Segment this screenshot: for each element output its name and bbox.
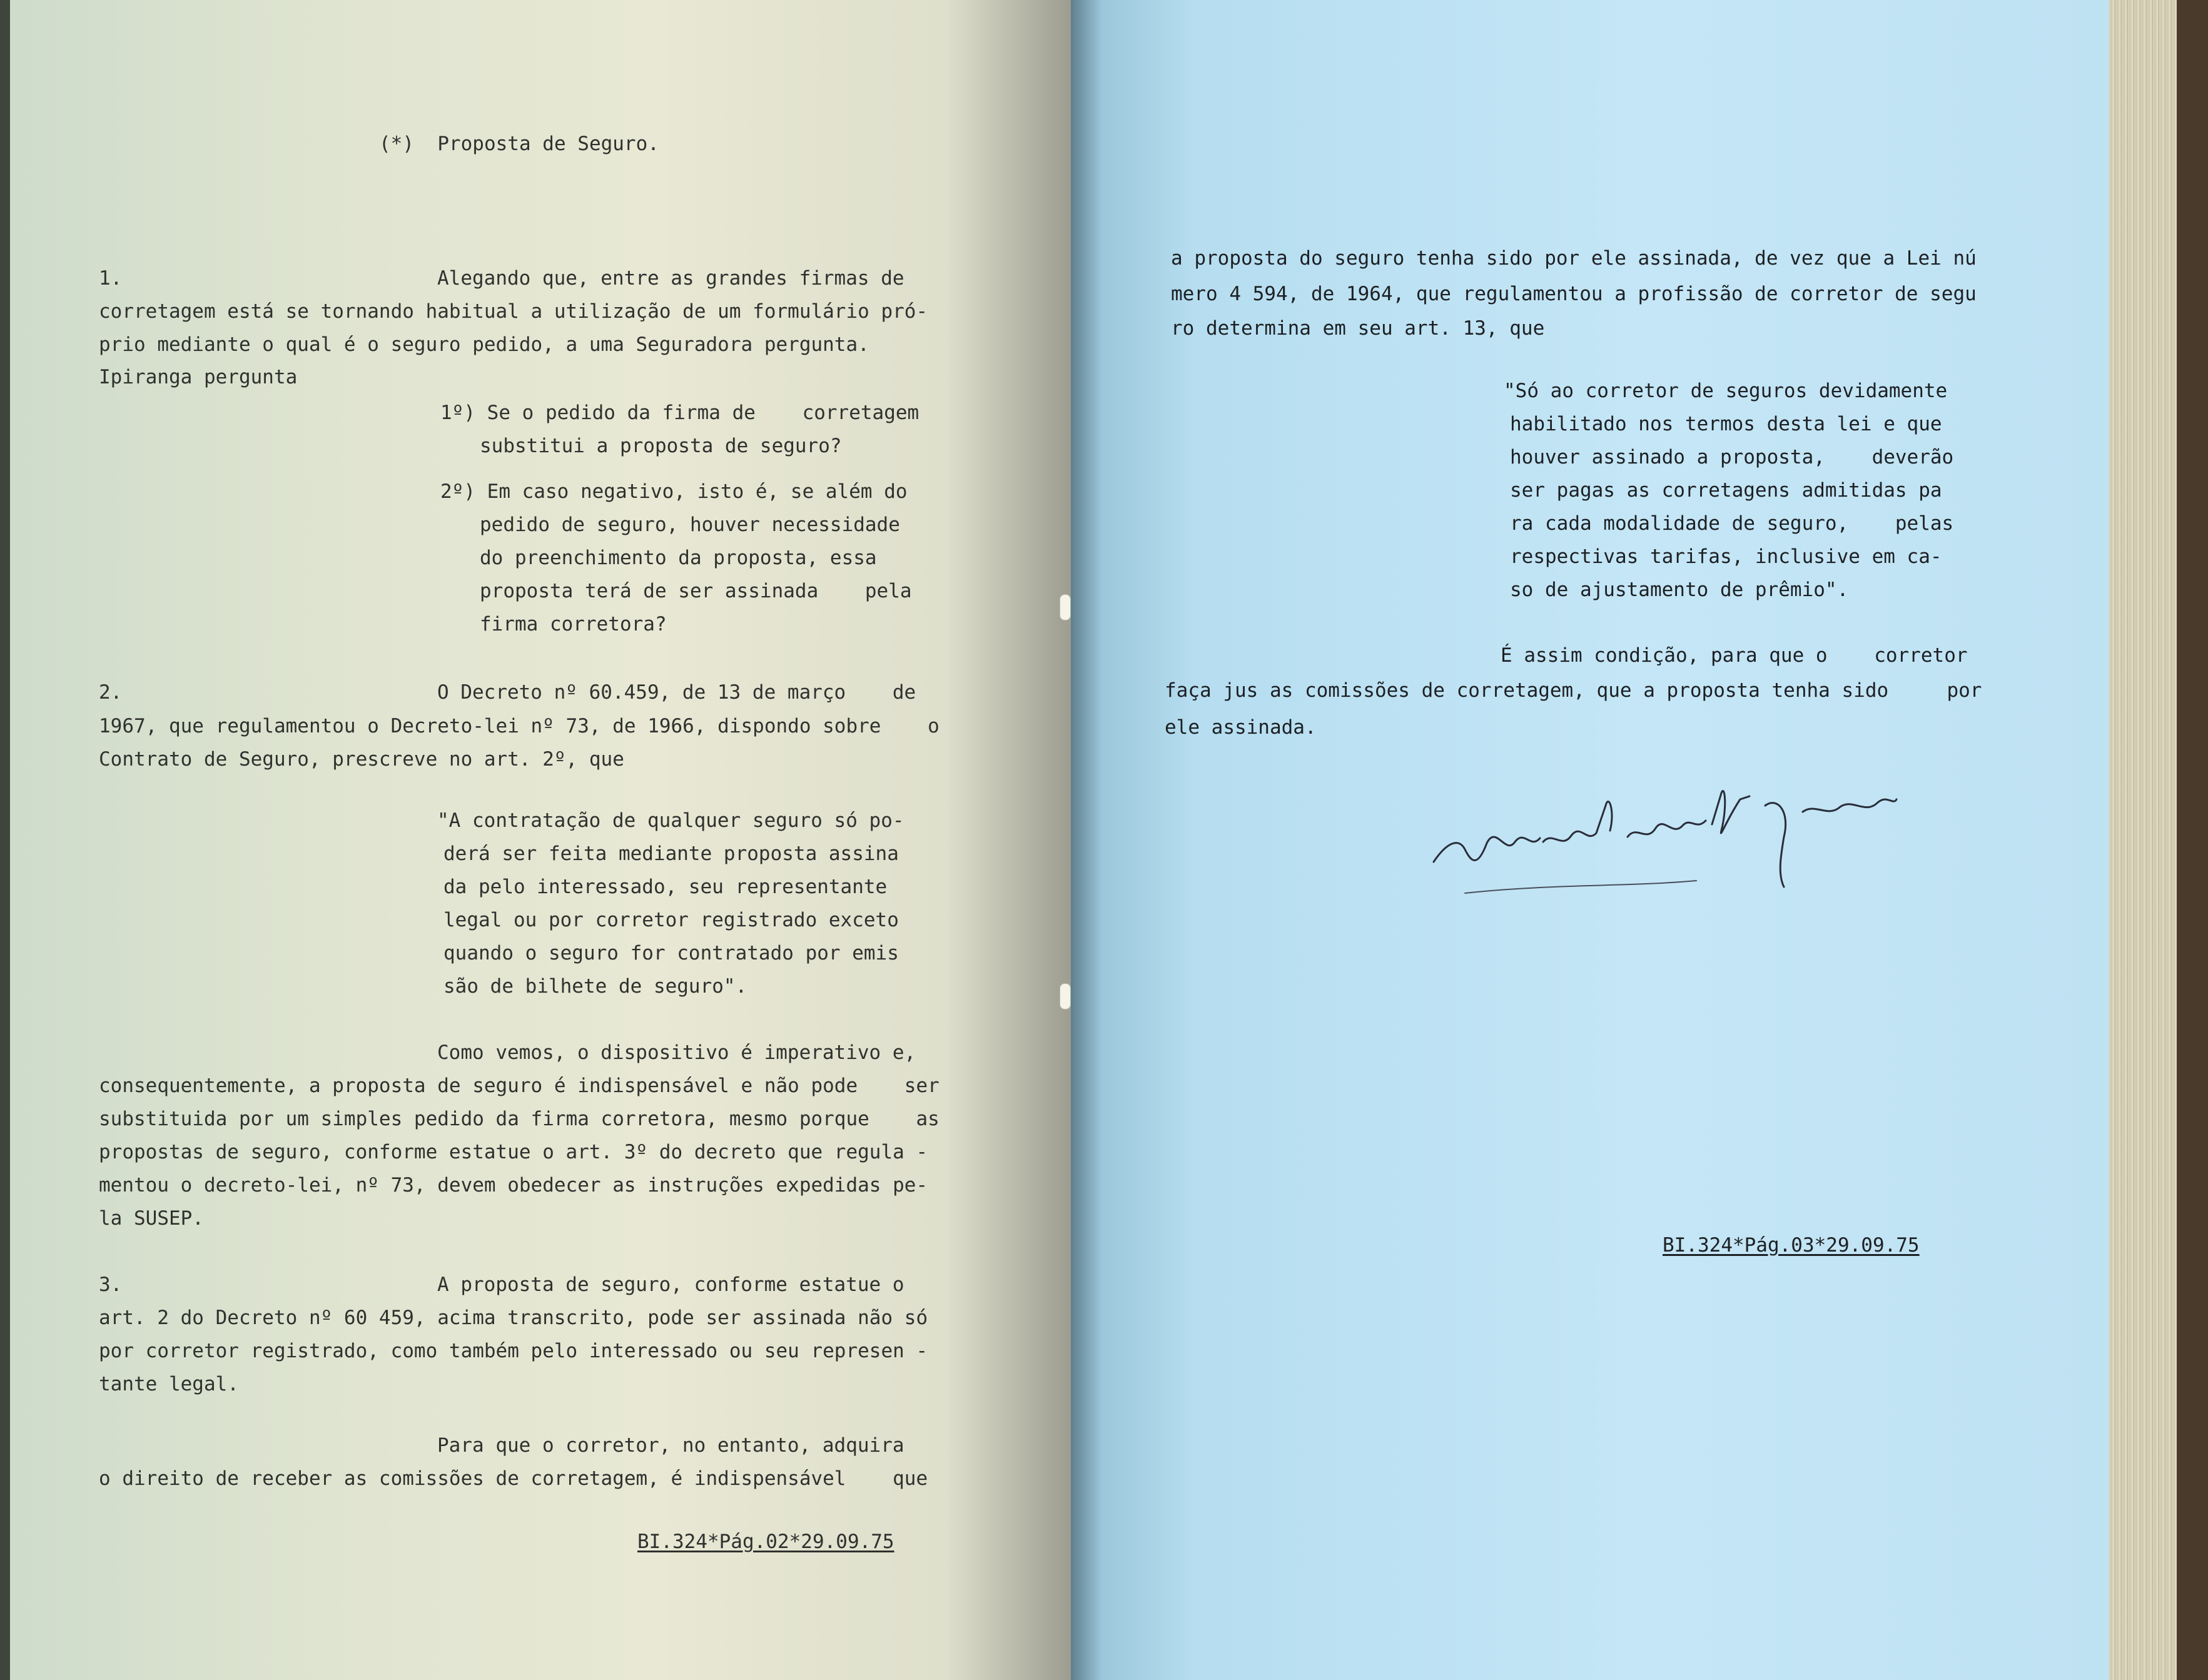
quote-line: "A contratação de qualquer seguro só po- (437, 809, 904, 832)
paragraph-line: tante legal. (99, 1373, 239, 1395)
quote-line: habilitado nos termos desta lei e que (1510, 413, 1942, 435)
paragraph-line: prio mediante o qual é o seguro pedido, a uma Seguradora pergunta. (99, 333, 869, 356)
paragraph-line: A proposta de seguro, conforme estatue o (437, 1273, 904, 1296)
paragraph-line: substituida por um simples pedido da firma corretora, mesmo porque as (99, 1108, 939, 1130)
quote-line: houver assinado a proposta, deverão (1510, 446, 1954, 468)
question-line: pedido de seguro, houver necessidade (480, 514, 900, 536)
quote-line: são de bilhete de seguro". (443, 975, 747, 998)
paragraph-line: a proposta do seguro tenha sido por ele assinada, de vez que a Lei nú (1171, 247, 1977, 270)
question-line: do preenchimento da proposta, essa (480, 547, 877, 569)
paragraph-line: mero 4 594, de 1964, que regulamentou a profissão de corretor de segu (1171, 283, 1977, 305)
quote-line: legal ou por corretor registrado exceto (443, 909, 899, 931)
paragraph-line: corretagem está se tornando habitual a utilização de um formulário pró- (99, 300, 928, 323)
quote-line: so de ajustamento de prêmio". (1510, 579, 1849, 601)
paragraph-line: o direito de receber as comissões de corretagem, é indispensável que (99, 1467, 928, 1490)
binder-hole (1060, 594, 1071, 620)
quote-line: derá ser feita mediante proposta assina (443, 843, 899, 865)
quote-line: respectivas tarifas, inclusive em ca- (1510, 545, 1942, 568)
paragraph-line: art. 2 do Decreto nº 60 459, acima transcrito, pode ser assinada não só (99, 1307, 928, 1329)
question-line: 1º) Se o pedido da firma de corretagem (440, 402, 919, 424)
page-footer-reference: BI.324*Pág.03*29.09.75 (1663, 1234, 1920, 1257)
paragraph-line: Alegando que, entre as grandes firmas de (437, 267, 904, 290)
book-binding (2177, 0, 2208, 1680)
scan-left-edge (0, 0, 10, 1680)
binder-hole (1060, 983, 1071, 1010)
paragraph-line: Contrato de Seguro, prescreve no art. 2º, que (99, 748, 624, 771)
handwritten-signature (1427, 768, 1903, 906)
section-number-1: 1. (99, 267, 123, 290)
paragraph-line: Ipiranga pergunta (99, 366, 298, 388)
page-heading: (*) Proposta de Seguro. (379, 133, 659, 155)
paragraph-line: ro determina em seu art. 13, que (1171, 317, 1545, 340)
paragraph-line: la SUSEP. (99, 1207, 204, 1230)
question-line: proposta terá de ser assinada pela (480, 580, 912, 602)
paragraph-line: mentou o decreto-lei, nº 73, devem obedecer as instruções expedidas pe- (99, 1174, 928, 1197)
paragraph-line: propostas de seguro, conforme estatue o art. 3º do decreto que regula - (99, 1141, 928, 1163)
paragraph-line: faça jus as comissões de corretagem, que a proposta tenha sido por (1165, 679, 1982, 702)
page-footer-reference: BI.324*Pág.02*29.09.75 (637, 1531, 894, 1553)
paragraph-line: ele assinada. (1165, 716, 1317, 739)
quote-line: "Só ao corretor de seguros devidamente (1504, 380, 1948, 402)
paragraph-line: consequentemente, a proposta de seguro é indispensável e não pode ser (99, 1075, 939, 1097)
question-line: 2º) Em caso negativo, isto é, se além do (440, 480, 908, 503)
left-page (10, 0, 1075, 1680)
paragraph-line: O Decreto nº 60.459, de 13 de março de (437, 681, 916, 704)
question-line: firma corretora? (480, 613, 667, 635)
question-line: substitui a proposta de seguro? (480, 435, 842, 457)
section-number-2: 2. (99, 681, 123, 704)
paragraph-line: 1967, que regulamentou o Decreto-lei nº 73, de 1966, dispondo sobre o (99, 715, 939, 737)
paragraph-line: por corretor registrado, como também pelo interessado ou seu represen - (99, 1340, 928, 1362)
quote-line: ra cada modalidade de seguro, pelas (1510, 512, 1954, 535)
section-number-3: 3. (99, 1273, 123, 1296)
paragraph-line: Como vemos, o dispositivo é imperativo e, (437, 1041, 916, 1064)
paragraph-line: É assim condição, para que o corretor (1501, 644, 1968, 667)
quote-line: quando o seguro for contratado por emis (443, 942, 899, 964)
quote-line: ser pagas as corretagens admitidas pa (1510, 479, 1942, 502)
paragraph-line: Para que o corretor, no entanto, adquira (437, 1434, 904, 1457)
quote-line: da pelo interessado, seu representante (443, 876, 888, 898)
